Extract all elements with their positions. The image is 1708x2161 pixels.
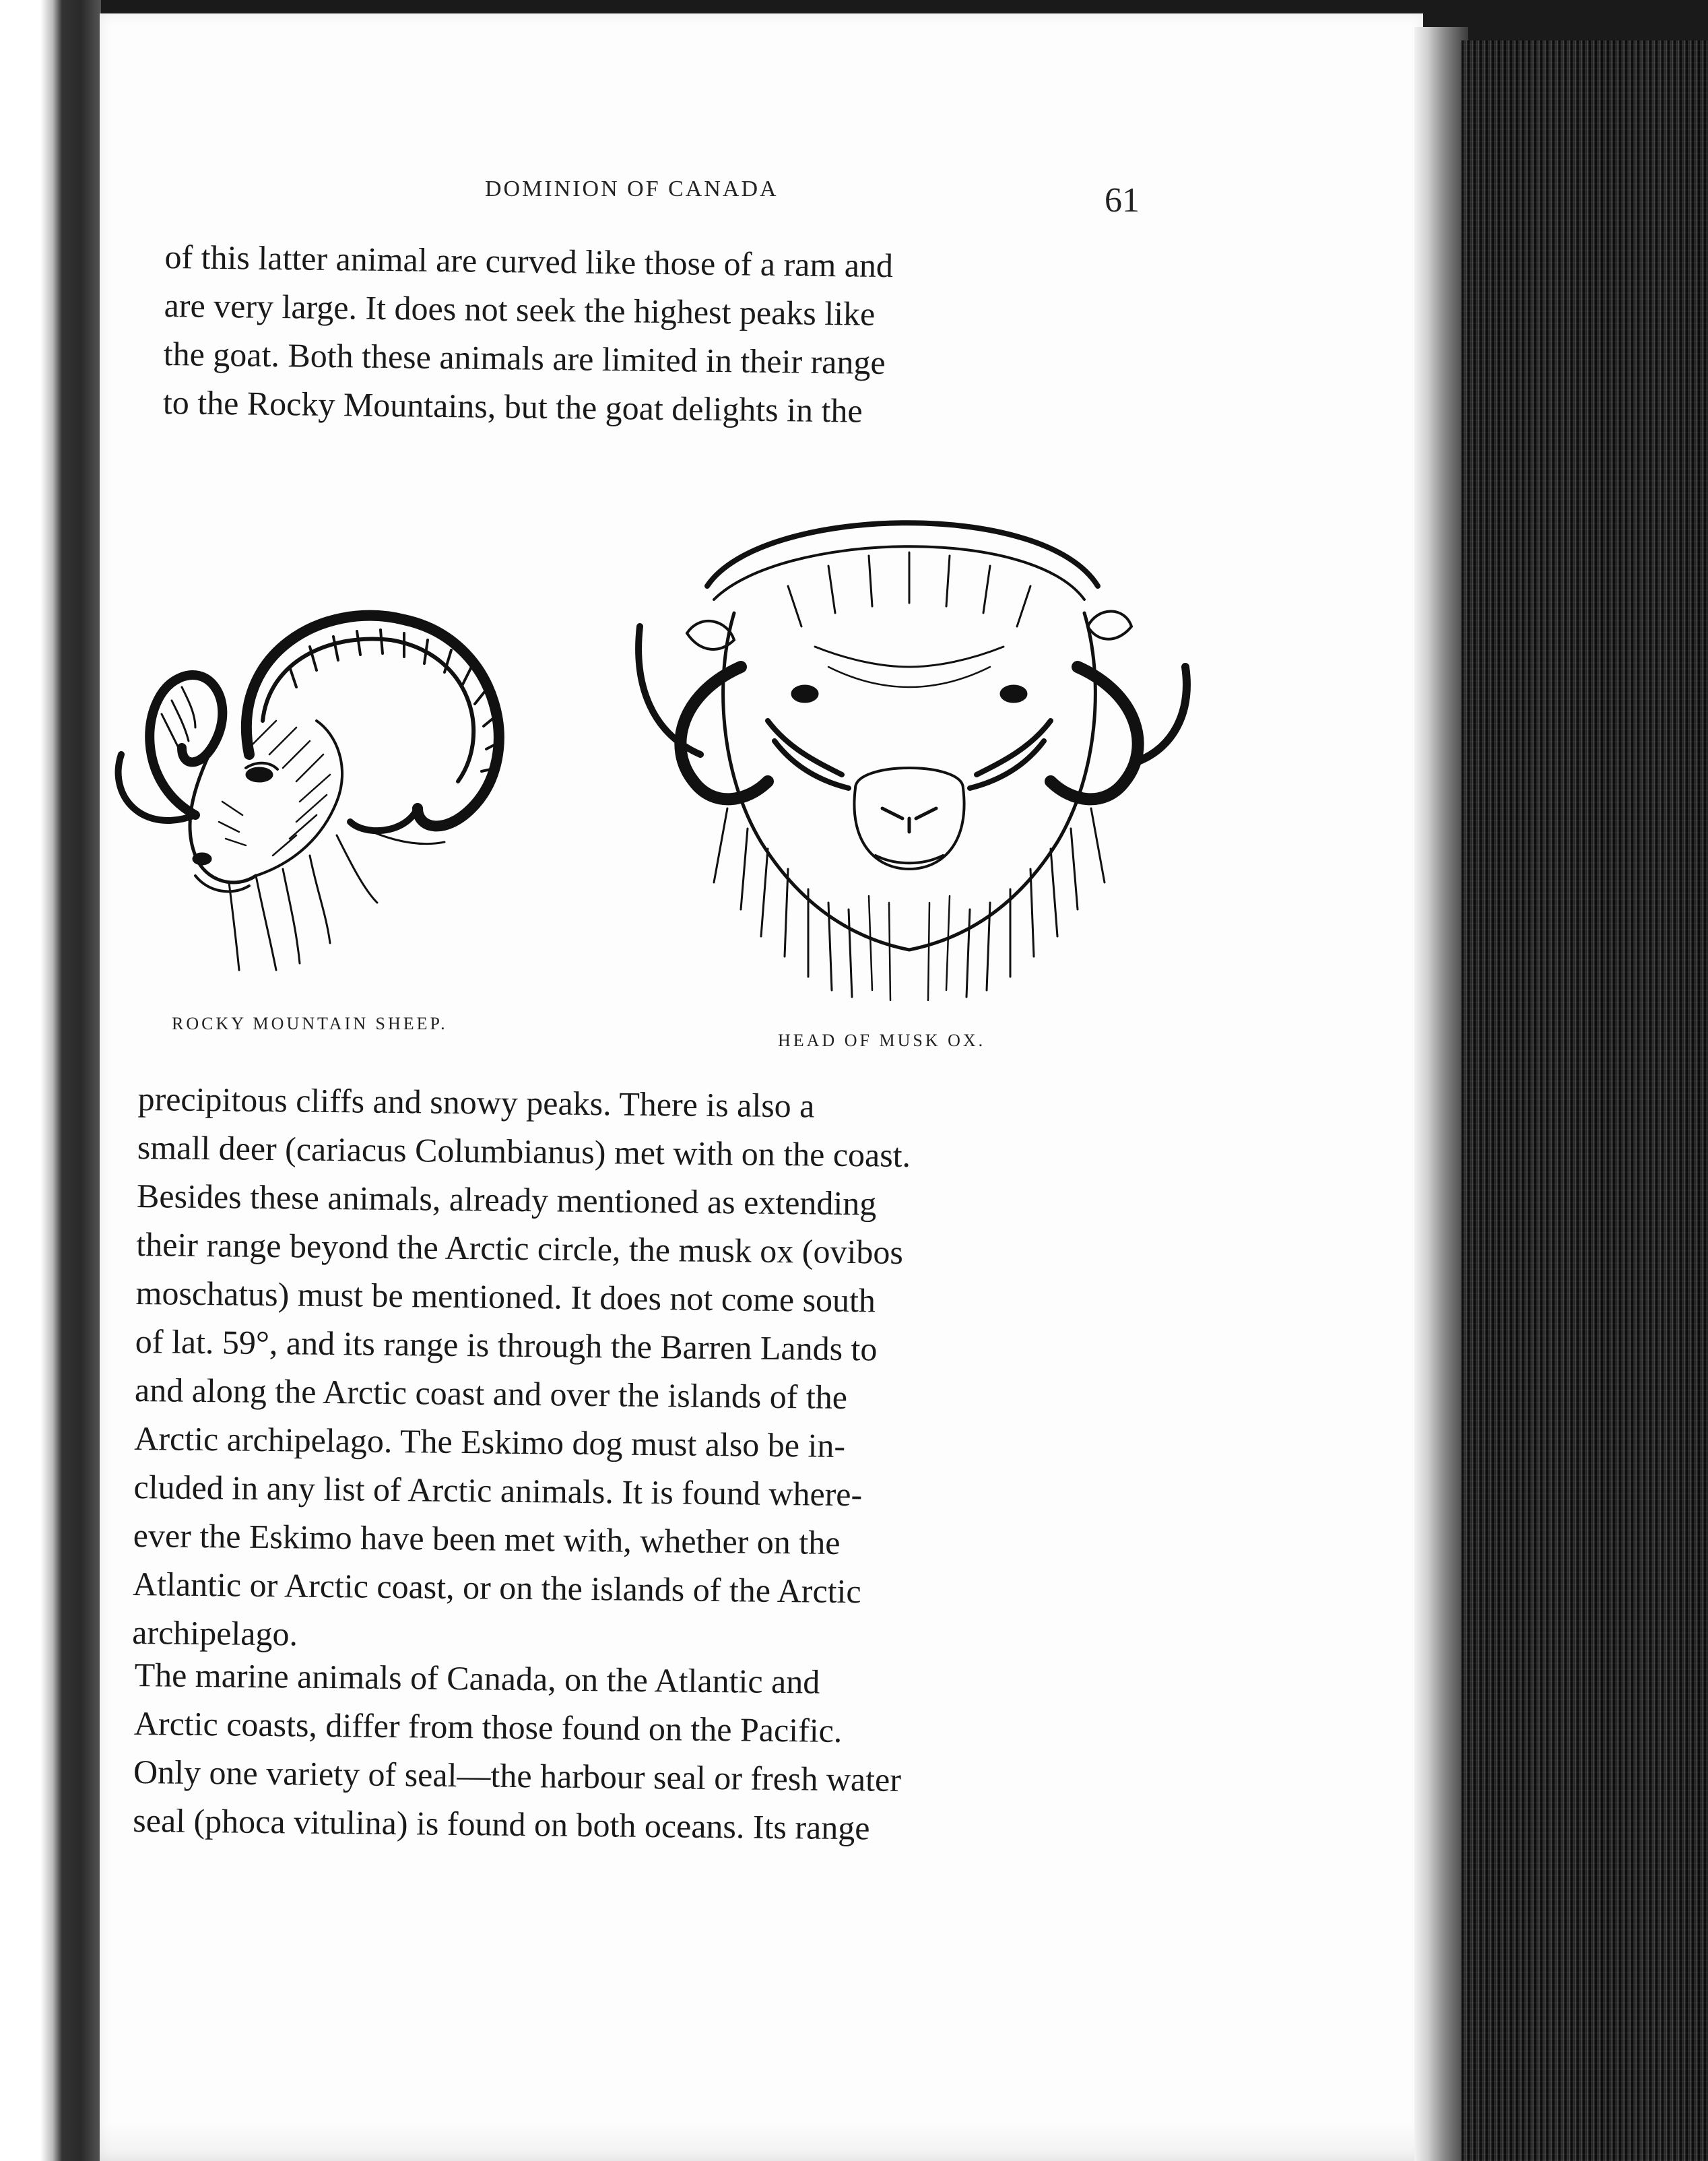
text-line: Arctic archipelago. The Eskimo dog must also be in- (134, 1419, 846, 1465)
text-line: small deer (cariacus Columbianus) met with on the coast. (137, 1128, 911, 1175)
text-line: Arctic coasts, differ from those found on the Pacific. (133, 1704, 843, 1750)
text-line: and along the Arctic coast and over the islands of the (134, 1370, 848, 1417)
page-gutter (1414, 27, 1468, 2161)
text-line: precipitous cliffs and snowy peaks. There is also a (137, 1079, 815, 1125)
caption-rocky-mountain-sheep: ROCKY MOUNTAIN SHEEP. (172, 1014, 448, 1033)
musk-ox-head-illustration (613, 492, 1206, 1004)
text-line: their range beyond the Arctic circle, the musk ox (ovibos (136, 1225, 904, 1271)
text-line: cluded in any list of Arctic animals. It is found where- (133, 1467, 863, 1514)
text-line: of this latter animal are curved like those of a ram and (164, 237, 894, 285)
text-line: are very large. It does not seek the highest peaks like (164, 286, 876, 333)
paragraph-top (162, 232, 1154, 439)
text-line: moschatus) must be mentioned. It does not come south (135, 1273, 876, 1320)
text-line: The marine animals of Canada, on the Atlantic and (134, 1655, 820, 1701)
text-line: Atlantic or Arctic coast, or on the islands of the Arctic (132, 1564, 861, 1611)
text-line: seal (phoca vitulina) is found on both oceans. Its range (133, 1801, 870, 1847)
page-number: 61 (1105, 181, 1140, 220)
left-page-edge (0, 0, 101, 2161)
paragraph-bottom (133, 1650, 1111, 1854)
text-line: to the Rocky Mountains, but the goat delights in the (162, 383, 863, 430)
rocky-mountain-sheep-illustration (94, 498, 599, 983)
running-header: DOMINION OF CANADA (485, 176, 779, 201)
text-line: ever the Eskimo have been met with, whether on the (133, 1516, 841, 1561)
text-line: Besides these animals, already mentioned as extending (136, 1176, 877, 1223)
caption-musk-ox: HEAD OF MUSK OX. (778, 1031, 986, 1050)
text-line: archipelago. (132, 1613, 298, 1653)
text-line: Only one variety of seal—the harbour seal or fresh water (133, 1752, 902, 1799)
text-line: the goat. Both these animals are limited in their range (163, 334, 886, 382)
text-line: of lat. 59°, and its range is through the Barren Lands to (135, 1322, 878, 1368)
paragraph-middle (132, 1074, 1128, 1667)
